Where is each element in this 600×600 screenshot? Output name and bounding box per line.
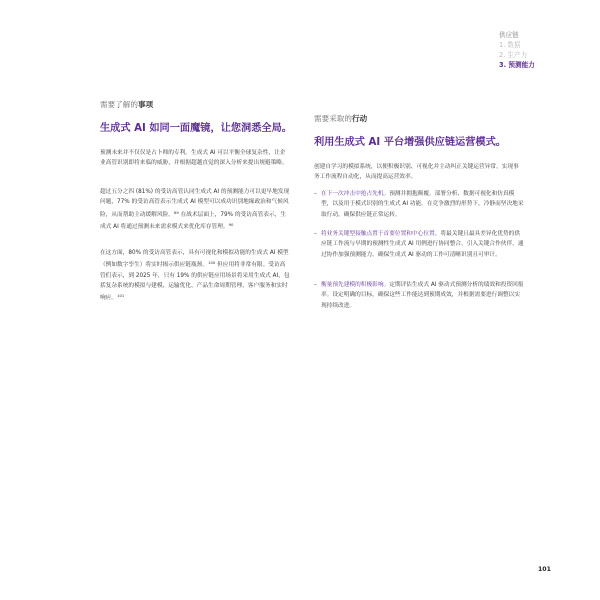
toc-item-productivity[interactable]: 2. 生产力 bbox=[499, 51, 528, 59]
action-bullet bbox=[314, 229, 524, 260]
paragraph-text: 但应用将非常有限。受访高管们表示，到 2025 年，只有 19% 的供应链应用场景将采用生成式 AI，包括复杂系统的模拟与建模、运输优化、产品生命周期管理、客户服务和实时响应。 bbox=[100, 262, 290, 302]
footnote-ref[interactable]: 100 bbox=[208, 260, 216, 266]
footnote-ref[interactable]: 90 bbox=[228, 221, 234, 227]
body-paragraph bbox=[100, 248, 290, 303]
kicker-strong: 行动 bbox=[351, 114, 368, 123]
intro-paragraph: 创建自学习的模拟系统，以便积极识别、可视化并主动纠正关键运营异常。实现事务工作流程自动化，从而提高运营效率。 bbox=[314, 164, 519, 181]
body-paragraph bbox=[100, 187, 290, 232]
kicker-strong: 事项 bbox=[137, 100, 154, 109]
action-bullet bbox=[314, 189, 524, 220]
bullet-text bbox=[314, 229, 524, 260]
section-kicker bbox=[314, 113, 367, 124]
bullet-dash: – bbox=[314, 282, 317, 288]
bullet-dash: – bbox=[314, 231, 317, 237]
bullet-body: 预测并拥抱颠覆。部署分析、数据可视化和仿真模型，以及用于模式识别的生成式 AI 功能。在竞争激烈的形势下，冷静而坚决地采取行动，确保供应链正常运转。 bbox=[321, 191, 524, 218]
footnote-ref[interactable]: 89 bbox=[173, 209, 179, 215]
paragraph-text: 在这方面，80% 的受访高管表示，具有可视化和模拟功能的生成式 AI 模型（例如数字孪生）将实时揭示供应链瓶颈。 bbox=[100, 250, 289, 269]
page-number: 101 bbox=[538, 566, 551, 573]
section-navigation bbox=[499, 30, 594, 70]
toc-item-prediction[interactable]: 3. 预测能力 bbox=[499, 61, 535, 69]
footnote-ref[interactable]: 101 bbox=[117, 293, 125, 299]
bullet-highlight: 将业务关键型接触点置于首要位置和中心位置。 bbox=[321, 231, 441, 237]
bullet-highlight: 衡量预先建模的积极影响。 bbox=[321, 282, 390, 288]
bullet-body: 将最关键且最具差异化优势的供应链工作流与早期的预测性生成式 AI 用例进行协同整合。引入关键合作伙伴，通过协作加强预测能力。确保生成式 AI 驱动的工作可清晰识别且可审计。 bbox=[321, 231, 524, 258]
bullet-body: 定期评估生成式 AI 驱动式预测分析的绩效和投资回报率。设定明确的目标，确保这些工作能达到预期成效，并根据需要进行调整以实现持续改进。 bbox=[321, 282, 524, 309]
section-headline: 利用生成式 AI 平台增强供应链运营模式。 bbox=[314, 137, 506, 148]
paragraph-text: 超过五分之四 (81%) 的受访高管认同生成式 AI 的预测能力可以更早地发现问题，77% 的受访高管表示生成式 AI 模型可以成功识别地缘政治和气候风险，从而帮助主动缓解风险。 bbox=[100, 189, 290, 218]
action-bullet bbox=[314, 280, 524, 311]
section-kicker bbox=[100, 99, 153, 110]
kicker-prefix: 需要了解的 bbox=[100, 100, 138, 109]
toc-item-data[interactable]: 1. 数据 bbox=[499, 41, 521, 49]
bullet-text bbox=[314, 189, 524, 220]
paragraph-text: 在战术层面上，79% 的受访高管表示，生成式 AI 将通过预测未来需求模式来优化库存管理。 bbox=[100, 211, 287, 230]
bullet-highlight: 在下一次冲击中抢占先机。 bbox=[321, 191, 390, 197]
bullet-dash: – bbox=[314, 191, 317, 197]
body-paragraph: 预测未来并不仅仅是占卜师的专利。生成式 AI 可以平衡全球复杂性，让企业高管识别即将来临的威胁，并根据超越直觉的深入分析来提出规避策略。 bbox=[100, 150, 288, 167]
kicker-prefix: 需要采取的 bbox=[314, 114, 352, 123]
section-headline: 生成式 AI 如同一面魔镜，让您洞悉全局。 bbox=[100, 123, 292, 134]
toc-title: 供应链 bbox=[499, 31, 519, 39]
bullet-text bbox=[314, 280, 524, 311]
